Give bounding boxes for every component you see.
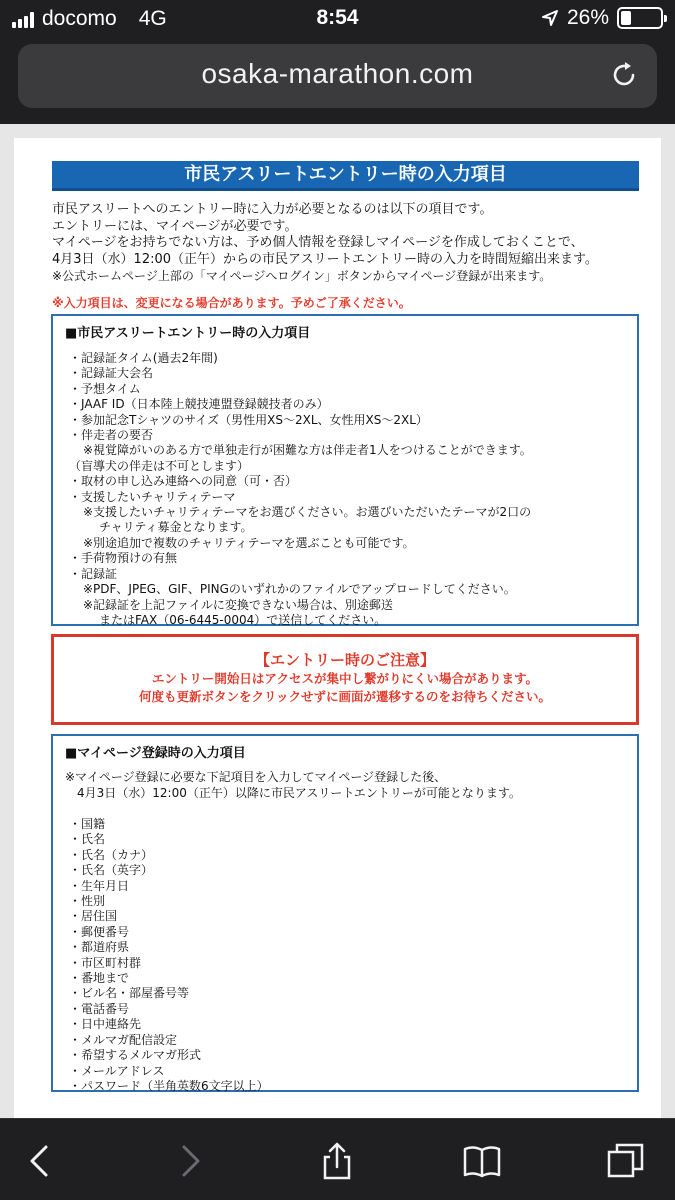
url-text[interactable]: osaka-marathon.com xyxy=(201,58,474,89)
mypage-items-list xyxy=(53,801,637,1094)
mypage-item: ・氏名 xyxy=(69,832,106,847)
mypage-item: ・氏名（英字） xyxy=(69,863,154,878)
mypage-item: ・郵便番号 xyxy=(69,924,130,939)
battery-icon xyxy=(617,7,663,29)
entry-item: ・支援したいチャリティテーマ xyxy=(69,489,236,504)
mypage-item: ・メルマガ配信設定 xyxy=(69,1032,178,1047)
intro-line: エントリーには、マイページが必要です。 xyxy=(52,218,298,234)
entry-items-box xyxy=(51,314,639,626)
notice-line: 何度も更新ボタンをクリックせずに画面が遷移するのをお待ちください。 xyxy=(138,689,551,704)
bookmarks-icon[interactable] xyxy=(462,1141,502,1181)
entry-item: ※支援したいチャリティテーマをお選びください。お選びいただいたテーマが2口の xyxy=(83,505,532,520)
back-button[interactable] xyxy=(16,1137,64,1185)
intro-line: 市民アスリートへのエントリー時に入力が必要となるのは以下の項目です。 xyxy=(52,202,493,217)
mypage-item: ・ビル名・部屋番号等 xyxy=(69,986,190,1001)
forward-button[interactable] xyxy=(166,1137,214,1185)
mypage-item: ・日中連絡先 xyxy=(69,1017,142,1032)
entry-item: ※視覚障がいのある方で単独走行が困難な方は伴走者1人をつけることができます。 xyxy=(83,443,532,458)
entry-item: チャリティ募金となります。 xyxy=(99,520,253,535)
back-icon[interactable] xyxy=(20,1141,60,1181)
bookmarks-button[interactable] xyxy=(458,1137,506,1185)
location-arrow-icon xyxy=(541,9,559,27)
mypage-item: ・電話番号 xyxy=(69,1001,130,1016)
page-title: 市民アスリートエントリー時の入力項目 xyxy=(52,161,639,191)
entry-item: ・予想タイム xyxy=(69,381,141,396)
entry-item: ・記録証タイム(過去2年間) xyxy=(69,351,218,365)
intro-line: 4月3日（水）12:00（正午）からの市民アスリートエントリー時の入力を時間短縮出来ます。 xyxy=(52,251,598,267)
notice-line: エントリー開始日はアクセスが集中し繋がりにくい場合があります。 xyxy=(151,671,539,686)
browser-header xyxy=(0,0,675,124)
reload-icon[interactable] xyxy=(609,60,639,90)
mypage-item: ・パスワード（半角英数6文字以上） xyxy=(69,1078,269,1093)
carrier-label: docomo xyxy=(42,7,117,30)
status-right xyxy=(541,6,663,30)
mypage-item: ・番地まで xyxy=(69,971,130,986)
forward-icon[interactable] xyxy=(170,1141,210,1181)
mypage-item: ・メールアドレス xyxy=(69,1063,165,1078)
tabs-icon[interactable] xyxy=(606,1141,646,1181)
intro-line: ※公式ホームページ上部の「マイページへログイン」ボタンからマイページ登録が出来ます。 xyxy=(52,269,552,283)
entry-items-list xyxy=(53,341,637,628)
mypage-items-box xyxy=(51,734,639,1092)
entry-notice-box xyxy=(51,634,639,725)
entry-item: ・取材の申し込み連絡への同意（可・否） xyxy=(69,474,298,489)
browser-toolbar xyxy=(0,1118,675,1200)
mypage-item: ・都道府県 xyxy=(69,940,130,955)
mypage-item: ・氏名（カナ） xyxy=(69,847,154,862)
entry-item: ・伴走者の要否 xyxy=(69,428,154,443)
entry-item: （盲導犬の伴走は不可とします） xyxy=(69,458,250,473)
mypage-item: ・国籍 xyxy=(69,817,106,831)
network-label: 4G xyxy=(138,7,167,30)
entry-item: またはFAX（06-6445-0004）で送信してください。 xyxy=(99,612,387,627)
intro-text xyxy=(52,202,642,285)
mypage-note xyxy=(53,761,637,801)
mypage-items-heading: ■マイページ登録時の入力項目 xyxy=(65,746,246,761)
share-icon[interactable] xyxy=(317,1141,357,1181)
entry-item: ・JAAF ID（日本陸上競技連盟登録競技者のみ） xyxy=(69,397,329,412)
mypage-item: ・希望するメルマガ形式 xyxy=(69,1048,202,1063)
battery-fill xyxy=(621,11,631,25)
mypage-item: ・市区町村群 xyxy=(69,955,142,970)
entry-item: ・手荷物預けの有無 xyxy=(69,551,178,566)
status-bar xyxy=(0,0,675,38)
warning-text: ※入力項目は、変更になる場合があります。予めご了承ください。 xyxy=(52,296,411,310)
entry-item: ※PDF、JPEG、GIF、PINGのいずれかのファイルでアップロードしてください。 xyxy=(83,582,516,597)
mypage-item: ・居住国 xyxy=(69,909,118,924)
tabs-button[interactable] xyxy=(602,1137,650,1185)
clock: 8:54 xyxy=(316,6,359,29)
mypage-item: ・生年月日 xyxy=(69,878,130,893)
entry-item: ・記録証 xyxy=(69,566,118,581)
intro-line: マイページをお持ちでない方は、予め個人情報を登録しマイページを作成しておくことで、 xyxy=(52,235,584,250)
mypage-item: ・性別 xyxy=(69,894,106,909)
entry-item: ※別途追加で複数のチャリティテーマを選ぶことも可能です。 xyxy=(83,535,415,550)
entry-item: ・記録証大会名 xyxy=(69,366,154,381)
mypage-note-line: ※マイページ登録に必要な下記項目を入力してマイページ登録した後、 xyxy=(65,770,447,784)
entry-item: ※記録証を上記ファイルに変換できない場合は、別途郵送 xyxy=(83,597,393,612)
share-button[interactable] xyxy=(313,1137,361,1185)
mypage-note-line: 4月3日（水）12:00（正午）以降に市民アスリートエントリーが可能となります。 xyxy=(77,786,521,800)
address-bar[interactable] xyxy=(18,44,657,108)
notice-title: 【エントリー時のご注意】 xyxy=(254,651,435,669)
entry-item: ・参加記念Tシャツのサイズ（男性用XS〜2XL、女性用XS〜2XL） xyxy=(69,412,428,427)
battery-percent: 26% xyxy=(566,6,609,29)
entry-items-heading: ■市民アスリートエントリー時の入力項目 xyxy=(65,326,311,341)
